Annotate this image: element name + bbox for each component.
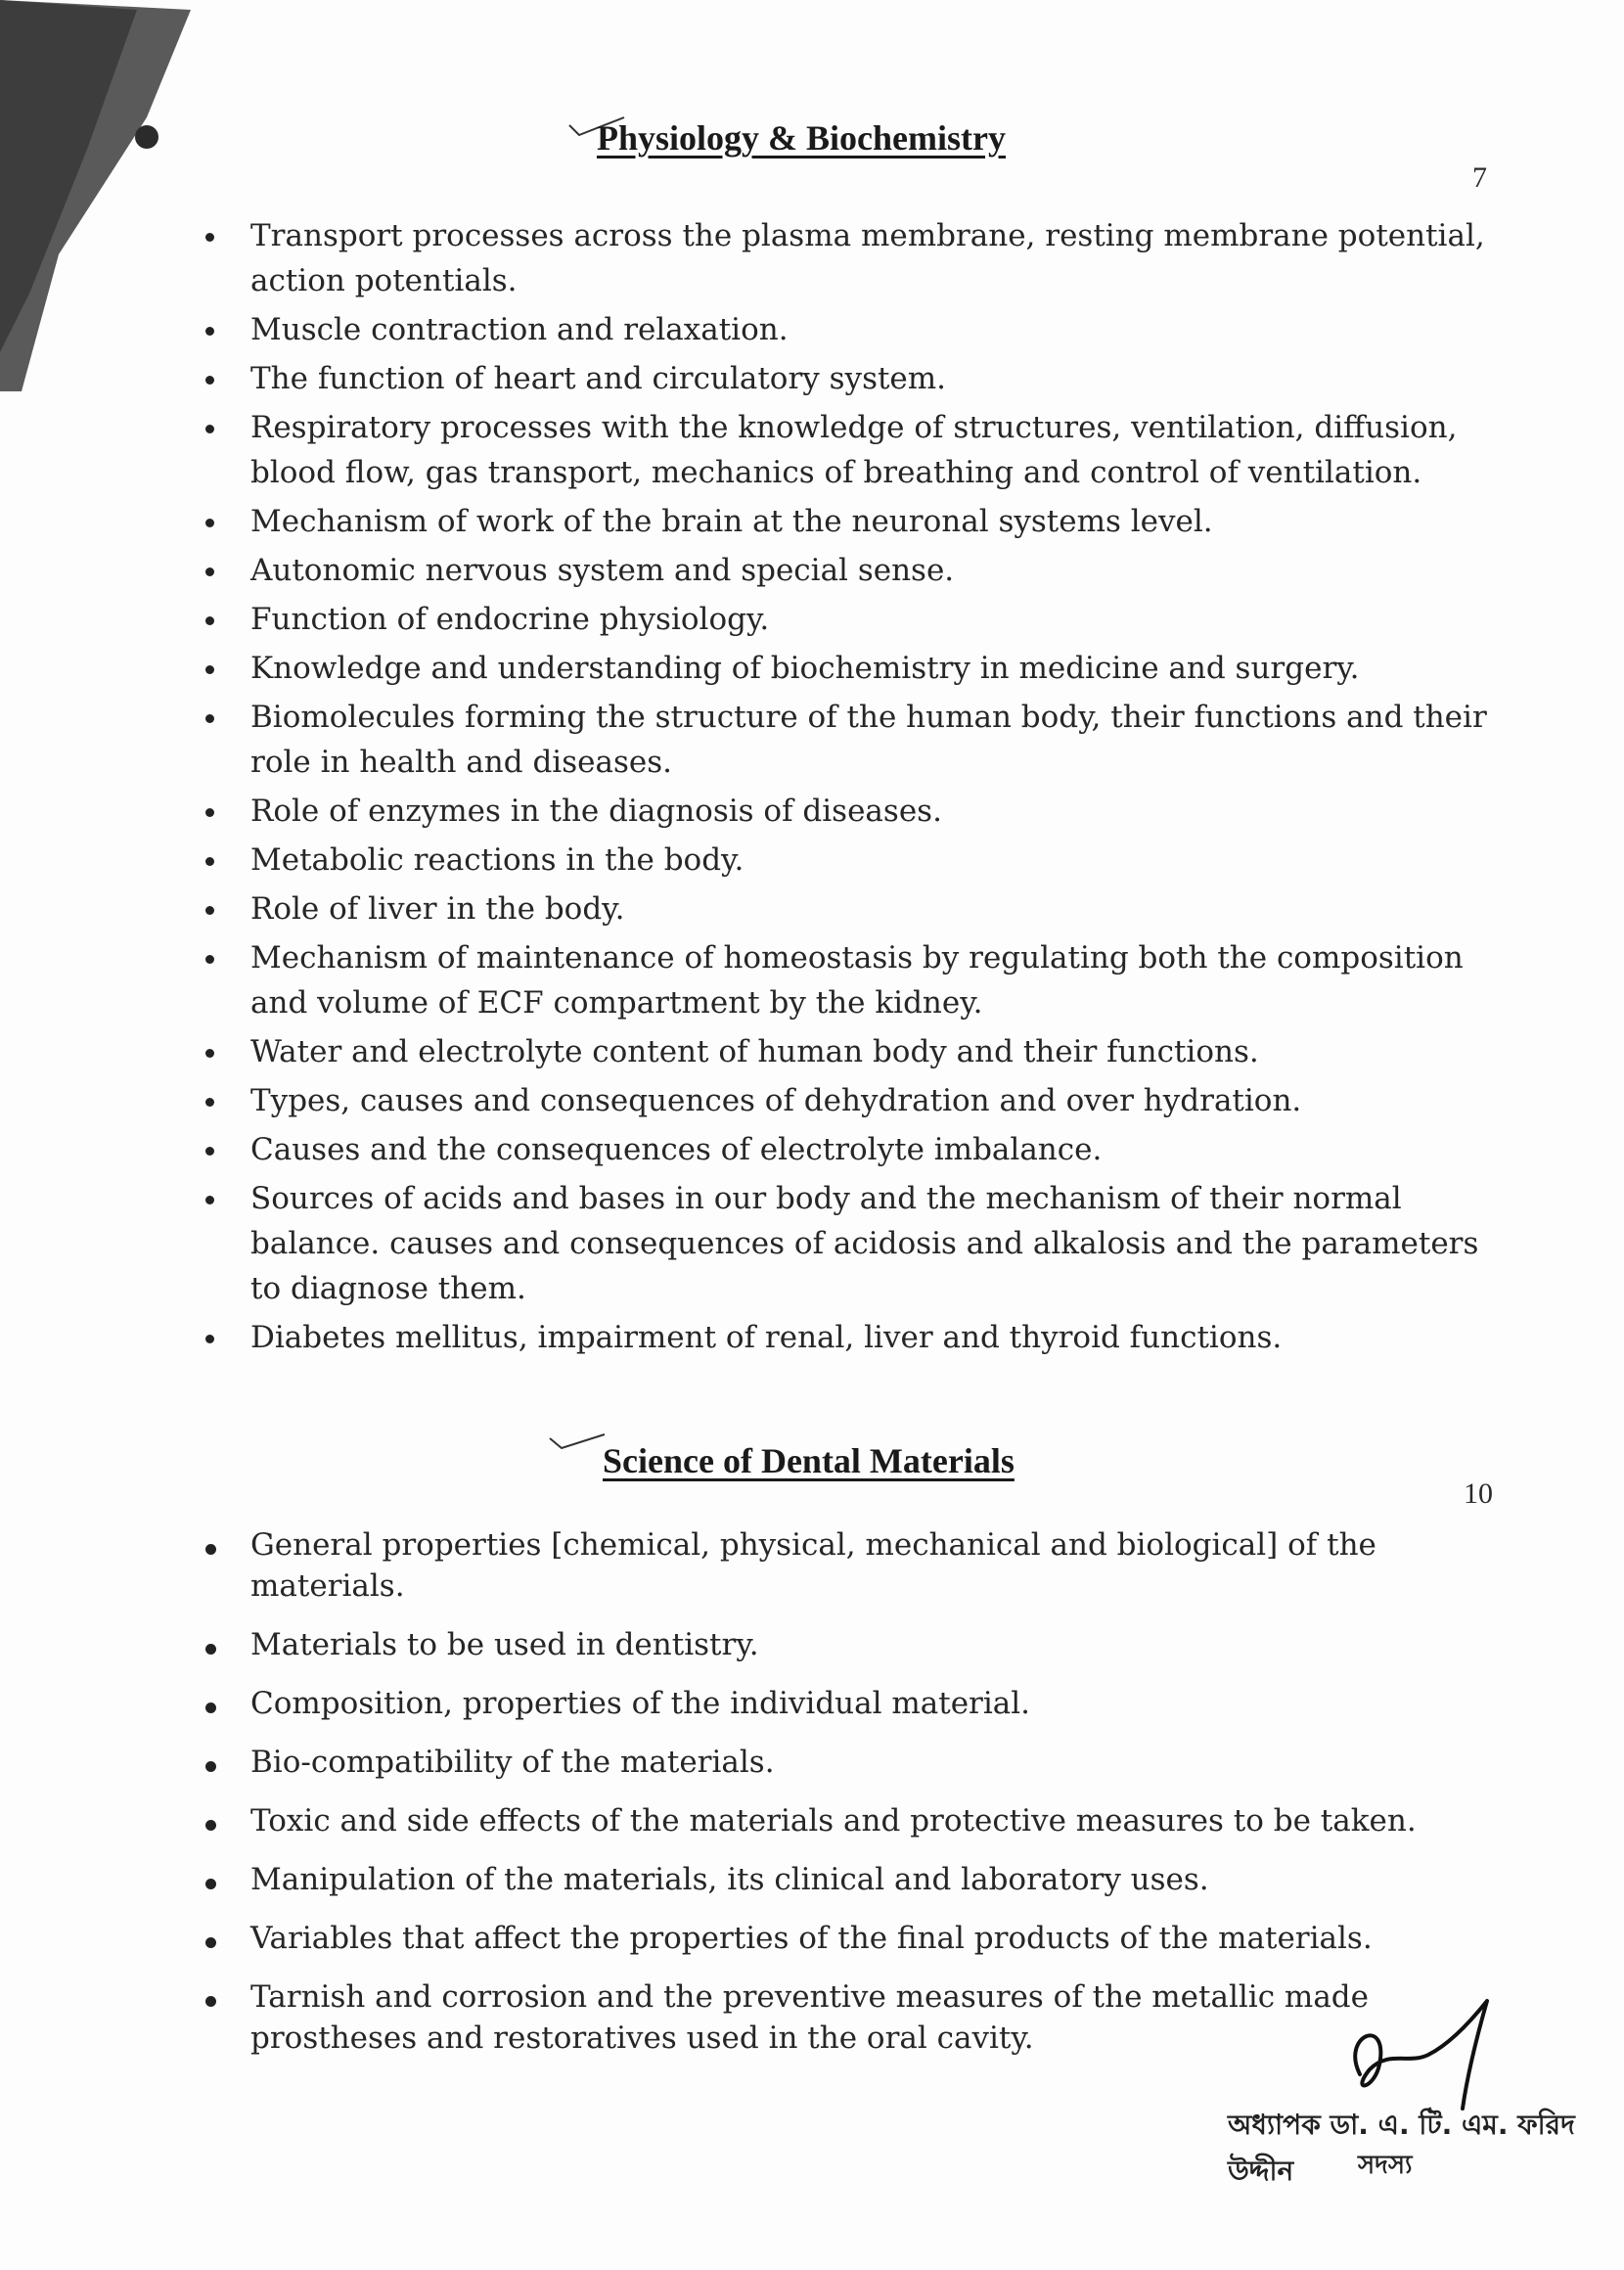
bullet-icon	[205, 1937, 216, 1948]
dental-materials-topic-list	[200, 1524, 1511, 2076]
bullet-icon	[205, 1820, 216, 1831]
list-item	[200, 548, 1501, 593]
list-item	[200, 356, 1501, 401]
list-item-text: Knowledge and understanding of biochemistry in medicine and surgery.	[250, 651, 1360, 686]
bullet-icon	[205, 1147, 214, 1156]
list-item-text: Bio-compatibility of the materials.	[250, 1745, 775, 1780]
list-item-text: Role of enzymes in the diagnosis of diseases.	[250, 794, 942, 829]
stamp-name: অধ্যাপক ডা. এ. টি. এম. ফরিদ উদ্দীন	[1228, 2109, 1575, 2187]
list-item-text: Materials to be used in dentistry.	[250, 1627, 759, 1662]
bullet-icon	[205, 1049, 214, 1058]
list-item	[200, 1918, 1511, 1959]
list-item	[200, 307, 1501, 352]
list-item-text: Tarnish and corrosion and the preventive measures of the metallic made prostheses and restoratives used in the oral cavity.	[250, 1979, 1369, 2056]
section-title-dental-materials: Science of Dental Materials	[603, 1441, 1015, 1480]
list-item-text: Autonomic nervous system and special sense.	[250, 553, 955, 588]
list-item-text: Function of endocrine physiology.	[250, 602, 770, 637]
list-item	[200, 1127, 1501, 1172]
list-item	[200, 1859, 1511, 1900]
bullet-icon	[205, 233, 214, 242]
bullet-icon	[205, 1196, 214, 1204]
bullet-icon	[205, 906, 214, 915]
list-item	[200, 789, 1501, 834]
list-item-text: Manipulation of the materials, its clinical and laboratory uses.	[250, 1862, 1209, 1897]
list-item-text: Mechanism of work of the brain at the neuronal systems level.	[250, 504, 1213, 539]
bullet-icon	[205, 857, 214, 866]
list-item-text: Water and electrolyte content of human body and their functions.	[250, 1034, 1259, 1069]
list-item-text: Diabetes mellitus, impairment of renal, liver and thyroid functions.	[250, 1320, 1283, 1355]
list-item-text: Toxic and side effects of the materials and protective measures to be taken.	[250, 1803, 1417, 1839]
bullet-icon	[205, 665, 214, 674]
list-item	[200, 1624, 1511, 1665]
stamp-role: সদস্য	[1358, 2151, 1413, 2180]
bullet-icon	[205, 1644, 216, 1655]
list-item-text: Types, causes and consequences of dehydration and over hydration.	[250, 1083, 1302, 1118]
list-item	[200, 1800, 1511, 1841]
list-item	[200, 1742, 1511, 1783]
list-item-text: General properties [chemical, physical, mechanical and biological] of the materials.	[250, 1527, 1376, 1604]
bullet-icon	[205, 327, 214, 336]
marks-physiology: 7	[1472, 161, 1487, 194]
list-item-text: Composition, properties of the individual material.	[250, 1686, 1031, 1721]
bullet-icon	[205, 1702, 216, 1713]
bullet-icon	[205, 1335, 214, 1343]
list-item	[200, 499, 1501, 544]
list-item-text: Biomolecules forming the structure of the human body, their functions and their role in health and diseases.	[250, 700, 1487, 780]
scan-corner-shadow	[0, 0, 196, 411]
list-item-text: Transport processes across the plasma membrane, resting membrane potential, action potentials.	[250, 218, 1485, 298]
list-item	[200, 405, 1501, 495]
bullet-icon	[205, 376, 214, 385]
list-item-text: Muscle contraction and relaxation.	[250, 312, 789, 347]
list-item	[200, 646, 1501, 691]
list-item	[200, 695, 1501, 785]
bullet-icon	[205, 1996, 216, 2007]
list-item	[200, 886, 1501, 931]
section-title-physiology: Physiology & Biochemistry	[597, 118, 1006, 158]
list-item-text: Variables that affect the properties of the final products of the materials.	[250, 1921, 1373, 1956]
bullet-icon	[205, 568, 214, 576]
bullet-icon	[205, 955, 214, 964]
list-item	[200, 935, 1501, 1025]
list-item	[200, 838, 1501, 883]
list-item-text: Role of liver in the body.	[250, 891, 625, 927]
list-item	[200, 213, 1501, 303]
list-item	[200, 1078, 1501, 1123]
bullet-icon	[205, 1761, 216, 1772]
marks-dental-materials: 10	[1464, 1477, 1493, 1510]
list-item	[200, 1524, 1511, 1607]
list-item	[200, 597, 1501, 642]
list-item	[200, 1176, 1501, 1311]
list-item	[200, 1029, 1501, 1074]
bullet-icon	[205, 519, 214, 527]
physiology-topic-list	[200, 213, 1501, 1364]
bullet-icon	[205, 714, 214, 723]
list-item-text: Sources of acids and bases in our body and the mechanism of their normal balance. causes and consequences of acidosis and alkalosis and the parameters to diagnose them.	[250, 1181, 1479, 1306]
bullet-icon	[205, 616, 214, 625]
list-item	[200, 1976, 1511, 2059]
list-item	[200, 1683, 1511, 1724]
bullet-icon	[205, 1098, 214, 1107]
handwritten-signature	[1331, 1996, 1507, 2113]
check-mark-icon	[548, 1430, 607, 1454]
list-item-text: Respiratory processes with the knowledge of structures, ventilation, diffusion, blood flow, gas transport, mechanics of breathing and control of ventilation.	[250, 410, 1458, 490]
list-item-text: Causes and the consequences of electrolyte imbalance.	[250, 1132, 1103, 1167]
bullet-icon	[205, 1544, 216, 1555]
list-item-text: Mechanism of maintenance of homeostasis by regulating both the composition and volume of ECF compartment by the kidney.	[250, 940, 1464, 1021]
bullet-icon	[205, 1879, 216, 1889]
list-item-text: Metabolic reactions in the body.	[250, 842, 744, 878]
list-item	[200, 1315, 1501, 1360]
bullet-icon	[205, 425, 214, 433]
list-item-text: The function of heart and circulatory system.	[250, 361, 947, 396]
bullet-icon	[205, 808, 214, 817]
